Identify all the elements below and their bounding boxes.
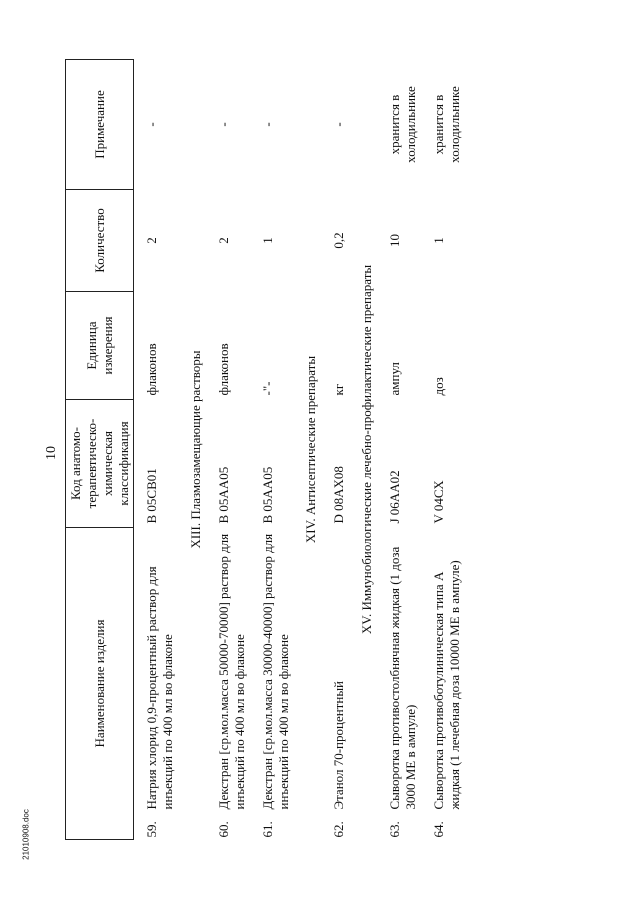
quantity: 2 [144,237,160,244]
table-row [319,60,347,840]
quantity: 1 [430,237,446,244]
unit: кг [331,383,347,396]
document-file-id: 21010908.doc [21,809,31,860]
drug-table [65,59,462,840]
unit: -"- [259,381,275,396]
item-name: Сыворотка противостолбнячная жидкая (1 доза 3000 МЕ в ампуле) [387,546,418,810]
section-heading [291,60,319,840]
header-name: Наименование изделия [66,528,134,840]
row-number: 61. [259,821,275,838]
header-code: Код анатомо-терапевтическо-химическая классификация [66,400,134,528]
note: - [216,122,232,127]
unit: флаконов [216,343,232,396]
atc-code: D 08АХ08 [331,466,347,524]
section-title: XIV. Антисептические препараты [303,355,319,544]
quantity: 2 [216,237,232,244]
page-number: 10 [44,446,59,460]
rotated-table-sheet [65,60,565,840]
section-title: XIII. Плазмозамещающие растворы [188,350,204,549]
row-number: 60. [216,821,232,838]
atc-code: В 05АА05 [216,466,232,524]
quantity: 0,2 [331,232,347,249]
atc-code: В 05АА05 [259,466,275,524]
unit: доз [430,377,446,396]
item-name: Натрия хлорид 0,9-процентный раствор для инъекций по 400 мл во флаконе [144,566,176,810]
unit: ампул [387,362,403,396]
header-note: Примечание [66,60,134,190]
row-number: 64. [430,821,446,838]
table-header-row [66,60,134,840]
unit: флаконов [144,343,160,396]
table-row [248,60,292,840]
atc-code: V 04СХ [430,480,446,524]
section-title: XV. Иммунобиологические лечебно-профилактические препараты [359,264,375,635]
row-number: 63. [387,821,403,838]
item-name: Этанол 70-процентный [331,680,347,810]
section-heading [176,60,204,840]
note: - [331,122,347,127]
table-row [419,60,463,840]
atc-code: В 05СВ01 [144,468,160,524]
quantity: 10 [387,234,403,247]
note: - [144,122,160,127]
table-row [375,60,419,840]
header-qty: Количество [66,190,134,292]
table-row [134,60,176,840]
note: хранится в холодильнике [430,86,462,163]
item-name: Декстран [ср.мол.масса 50000-70000] раствор для инъекций по 400 мл во флаконе [216,533,247,810]
item-name: Декстран [ср.мол.масса 30000-40000] раствор для инъекций по 400 мл во флаконе [259,533,291,810]
note: хранится в холодильнике [387,86,418,163]
row-number: 59. [144,821,160,838]
row-number: 62. [331,821,347,838]
table-row [204,60,248,840]
header-unit: Единица измерения [66,292,134,400]
atc-code: J 06АА02 [387,470,403,524]
note: - [259,122,275,127]
item-name: Сыворотка противоботулиническая типа А жидкая (1 лечебная доза 10000 МЕ в ампуле) [430,560,462,810]
section-heading [347,60,375,840]
quantity: 1 [259,237,275,244]
